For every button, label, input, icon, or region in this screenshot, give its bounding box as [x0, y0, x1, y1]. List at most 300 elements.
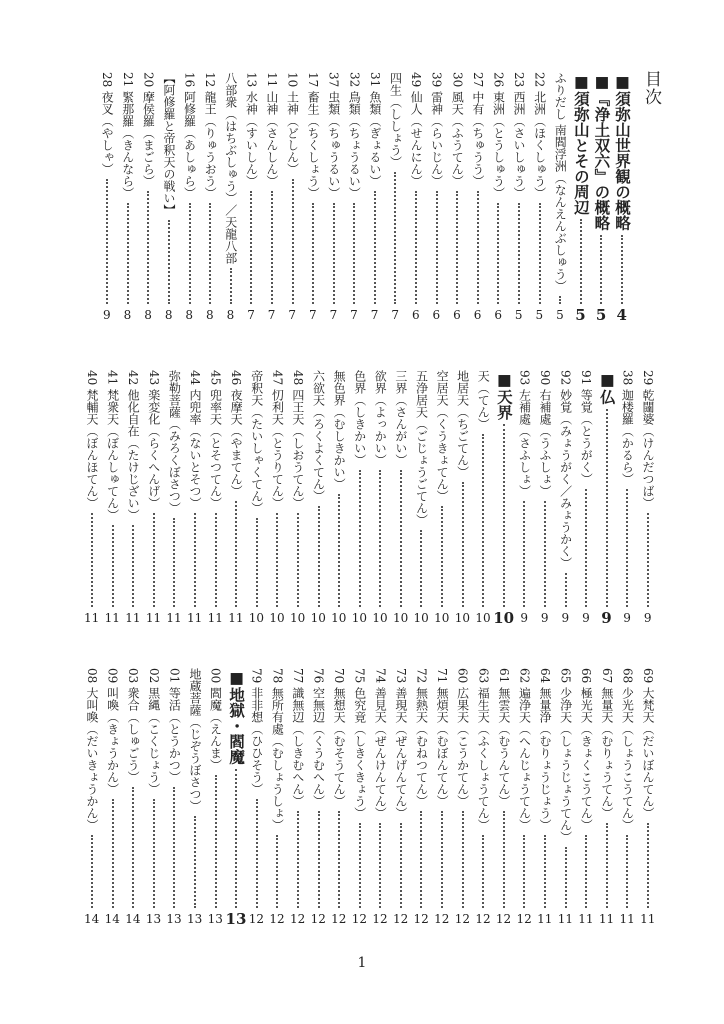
- toc-entry-title: 60 広果天（こうかてん）: [455, 668, 470, 808]
- toc-entry-page: 5: [595, 306, 607, 322]
- toc-entry-title: 43 楽変化（らくへんげ）: [146, 370, 161, 510]
- toc-leader-dots: [153, 799, 155, 908]
- toc-entry-title: 41 梵衆天（ぼんしゅてん）: [105, 370, 120, 522]
- toc-entry-title: 72 無熱天（むねつてん）: [414, 668, 429, 808]
- toc-entry: [637, 370, 658, 625]
- toc-leader-dots: [626, 489, 628, 607]
- toc-entry: [467, 72, 488, 322]
- toc-entry-title: 03 衆合（しゅごう）: [126, 668, 141, 784]
- toc-entry: [550, 72, 571, 322]
- toc-entry: [303, 72, 324, 322]
- toc-entry-title: ■須弥山世界観の概略: [613, 72, 632, 231]
- toc-entry-title: 10 土神（どしん）: [285, 72, 300, 176]
- toc-entry-title: 76 空無辺（くうむへん）: [311, 668, 326, 808]
- toc-entry-title: 空居天（くうきょてん）: [435, 370, 450, 502]
- toc-entry-title: 欲界（よっかい）: [373, 370, 388, 466]
- toc-leader-dots: [379, 823, 381, 908]
- toc-entry-page: 11: [104, 611, 120, 625]
- toc-leader-dots: [436, 191, 438, 304]
- toc-leader-dots: [420, 811, 422, 908]
- toc-entry: [329, 668, 350, 926]
- toc-leader-dots: [91, 835, 93, 908]
- toc-entry-title: 73 善現天（ぜんげんてん）: [393, 668, 408, 820]
- toc-leader-dots: [379, 470, 381, 607]
- toc-entry-title: 16 阿修羅（あしゅら）: [182, 72, 197, 200]
- toc-entry-page: 10: [248, 611, 265, 625]
- toc-entry-page: 10: [331, 611, 347, 625]
- toc-leader-dots: [420, 530, 422, 607]
- toc-leader-dots: [338, 811, 340, 908]
- toc-entry: [637, 668, 658, 926]
- toc-entry-title: 70 無想天（むそうてん）: [332, 668, 347, 808]
- toc-section-header: [596, 370, 617, 625]
- toc-entry-title: 75 色究竟（しきくきょう）: [352, 668, 367, 820]
- toc-entry: [267, 668, 288, 926]
- toc-entry-title: 09 叫喚（きょうかん）: [105, 668, 120, 796]
- toc-entry-page: 13: [187, 912, 203, 926]
- toc-entry: [282, 72, 303, 322]
- toc-entry-title: 30 風天（ふうてん）: [450, 72, 465, 188]
- toc-entry-page: 8: [164, 308, 173, 322]
- toc-entry-page: 7: [288, 308, 297, 322]
- toc-entry: [390, 370, 411, 625]
- toc-leader-dots: [132, 525, 134, 607]
- toc-leader-dots: [606, 409, 608, 608]
- toc-entry-title: 四生（ししょう）: [388, 72, 403, 168]
- toc-entry: [205, 668, 226, 926]
- toc-section-header: [611, 72, 632, 322]
- toc-entry-title: 32 鳥類（ちょうるい）: [347, 72, 362, 200]
- toc-entry-page: 13: [207, 912, 223, 926]
- toc-leader-dots: [482, 434, 484, 607]
- toc-entry: [200, 72, 221, 322]
- toc-entry-page: 7: [308, 308, 317, 322]
- toc-entry-page: 10: [289, 611, 306, 625]
- toc-entry-page: 6: [473, 308, 482, 322]
- toc-entry-title: 90 右補處（うふしょ）: [538, 370, 553, 498]
- toc-entry-title: 63 福生天（ふくしょうてん）: [476, 668, 491, 832]
- toc-entry-page: 5: [575, 306, 586, 322]
- toc-leader-dots: [318, 506, 320, 607]
- toc-entry: [308, 370, 329, 625]
- toc-leader-dots: [539, 203, 541, 304]
- toc-entry: [102, 668, 123, 926]
- toc-entry-page: 11: [166, 611, 182, 625]
- toc-leader-dots: [626, 835, 628, 908]
- toc-entry: [534, 668, 555, 926]
- toc-entry-title: 【阿修羅と帝釈天の戦い】: [161, 72, 176, 216]
- toc-leader-dots: [256, 799, 258, 908]
- toc-entry-page: 10: [493, 609, 514, 625]
- toc-entry-page: 8: [185, 308, 194, 322]
- toc-entry-page: 9: [520, 611, 528, 625]
- toc-entry-title: ふりだし 南閻浮洲（なんえんぶしゅう）: [553, 72, 568, 292]
- toc-leader-dots: [585, 489, 587, 607]
- toc-columns: [58, 370, 658, 625]
- toc-entry: [617, 668, 638, 926]
- toc-entry-page: 11: [228, 611, 244, 625]
- toc-leader-dots: [235, 501, 237, 607]
- toc-section-header: [591, 72, 612, 322]
- toc-entry-page: 10: [434, 611, 450, 625]
- toc-leader-dots: [544, 501, 546, 607]
- toc-leader-dots: [153, 513, 155, 607]
- toc-entry: [261, 72, 282, 322]
- toc-entry-title: 六欲天（ろくよくてん）: [311, 370, 326, 502]
- toc-leader-dots: [333, 203, 335, 304]
- toc-entry-page: 9: [601, 609, 612, 625]
- toc-entry-page: 10: [454, 611, 470, 625]
- toc-entry-page: 7: [370, 308, 379, 322]
- toc-entry-title: 93 左補處（さふしょ）: [517, 370, 532, 498]
- toc-entry: [81, 668, 102, 926]
- toc-leader-dots: [297, 513, 299, 607]
- toc-leader-dots: [292, 179, 294, 304]
- toc-entry-title: 69 大梵天（だいぼんてん）: [641, 668, 655, 820]
- toc-entry-title: 77 識無辺（しきむへん）: [290, 668, 305, 808]
- toc-entry: [287, 668, 308, 926]
- toc-entry-title: 22 北洲（ほくしゅう）: [532, 72, 547, 200]
- toc-section-header: [226, 668, 247, 926]
- toc-entry-title: 79 非非想（ひひそう）: [249, 668, 264, 796]
- toc-entry-title: 39 雷神（らいじん）: [429, 72, 444, 188]
- toc-entry-page: 13: [166, 912, 182, 926]
- toc-entry: [184, 668, 205, 926]
- toc-entry-page: 10: [372, 611, 388, 625]
- toc-entry: [576, 370, 597, 625]
- toc-entry-title: 五浄居天（ごじょうごてん）: [414, 370, 429, 526]
- toc-entry: [267, 370, 288, 625]
- toc-entry-page: 7: [329, 308, 338, 322]
- toc-entry: [349, 370, 370, 625]
- toc-leader-dots: [374, 191, 376, 304]
- toc-entry-page: 10: [269, 611, 285, 625]
- toc-leader-dots: [441, 811, 443, 908]
- toc-entry: [405, 72, 426, 322]
- toc-entry: [143, 370, 164, 625]
- toc-leader-dots: [106, 179, 108, 304]
- toc-entry-title: 28 夜叉（やしゃ）: [100, 72, 115, 176]
- toc-entry-page: 14: [125, 912, 141, 926]
- toc-entry-title: 01 等活（とうかつ）: [167, 668, 182, 784]
- toc-entry-title: 31 魚類（ぎょるい）: [367, 72, 382, 188]
- toc-entry: [117, 72, 138, 322]
- toc-entry-title: 37 虫類（ちゅうるい）: [326, 72, 341, 200]
- toc-entry-title: 27 中有（ちゅうう）: [470, 72, 485, 188]
- toc-entry-page: 10: [413, 611, 429, 625]
- toc-entry-title: 23 西洲（さいしゅう）: [512, 72, 527, 200]
- toc-leader-dots: [209, 203, 211, 304]
- toc-entry-title: 12 龍王（りゅうおう）: [203, 72, 218, 200]
- toc-entry-title: 74 善見天（ぜんけんてん）: [373, 668, 388, 820]
- toc-leader-dots: [580, 219, 582, 304]
- toc-entry-title: 91 等覚（とうがく）: [579, 370, 594, 486]
- toc-entry-title: 38 迦楼羅（かるら）: [620, 370, 635, 486]
- toc-entry-title: 68 少光天（しょうこうてん）: [620, 668, 635, 832]
- toc-entry-page: 6: [453, 308, 461, 322]
- toc-entry-title: 65 少浄天（しょうじょうてん）: [558, 668, 573, 844]
- toc-entry-title: 弥勒菩薩（みろくぼさつ）: [167, 370, 182, 514]
- toc-entry: [514, 668, 535, 926]
- toc-leader-dots: [565, 847, 567, 908]
- toc-entry: [514, 370, 535, 625]
- toc-entry: [138, 72, 159, 322]
- toc-entry: [493, 668, 514, 926]
- toc-entry-page: 13: [225, 910, 247, 926]
- toc-leader-dots: [477, 191, 479, 304]
- toc-leader-dots: [359, 823, 361, 908]
- toc-leader-dots: [456, 191, 458, 304]
- toc-entry-title: 78 無所有處（むしょうしょ）: [270, 668, 285, 832]
- toc-entry-title: ■天界: [494, 370, 514, 420]
- toc-entry: [555, 668, 576, 926]
- toc-entry: [246, 370, 267, 625]
- toc-entry-page: 11: [557, 912, 573, 926]
- toc-leader-dots: [127, 203, 129, 304]
- toc-entry: [473, 370, 494, 625]
- toc-entry-page: 11: [187, 611, 203, 625]
- toc-entry-title: 62 遍浄天（へんじょうてん）: [517, 668, 532, 832]
- toc-entry-page: 11: [619, 912, 635, 926]
- toc-entry-title: 色界（しきかい）: [352, 370, 367, 466]
- toc-leader-dots: [312, 203, 314, 304]
- toc-leader-dots: [600, 235, 602, 305]
- toc-entry-page: 10: [392, 611, 409, 625]
- toc-entry: [596, 668, 617, 926]
- toc-entry-title: 48 四王天（しおうてん）: [290, 370, 305, 510]
- toc-entry-page: 11: [598, 912, 615, 926]
- toc-entry-page: 7: [267, 308, 276, 322]
- toc-entry-title: 71 無煩天（むぼんてん）: [435, 668, 450, 808]
- toc-entry: [385, 72, 406, 322]
- toc-entry: [508, 72, 529, 322]
- toc-entry-page: 10: [475, 611, 491, 625]
- toc-leader-dots: [559, 296, 561, 304]
- toc-entry-title: 26 東洲（とうしゅう）: [491, 72, 506, 200]
- toc-band-3: [58, 668, 658, 926]
- toc-entry-title: ■須弥山とその周辺: [571, 72, 591, 215]
- toc-leader-dots: [585, 835, 587, 908]
- toc-leader-dots: [647, 513, 649, 607]
- toc-columns: [58, 668, 658, 926]
- toc-entry-title: 八部衆（はちぶしゅう）／天龍八部: [223, 72, 238, 264]
- toc-leader-dots: [359, 470, 361, 607]
- toc-entry-title: 00 閻魔（えんま）: [208, 668, 223, 772]
- toc-entry-page: 14: [104, 912, 120, 926]
- toc-entry-page: 11: [125, 611, 141, 625]
- toc-entry-page: 11: [145, 611, 162, 625]
- toc-entry-page: 9: [582, 611, 590, 625]
- toc-entry: [431, 370, 452, 625]
- toc-entry: [246, 668, 267, 926]
- toc-leader-dots: [503, 811, 505, 908]
- toc-entry-title: 61 無雲天（むうんてん）: [496, 668, 511, 808]
- toc-leader-dots: [606, 823, 608, 908]
- toc-entry: [411, 668, 432, 926]
- toc-leader-dots: [518, 203, 520, 304]
- toc-entry-title: 66 極光天（きょくこうてん）: [579, 668, 594, 832]
- toc-entry: [576, 668, 597, 926]
- toc-entry-title: 20 摩侯羅（まごら）: [141, 72, 156, 188]
- toc-leader-dots: [250, 191, 252, 304]
- toc-entry-page: 9: [623, 611, 631, 625]
- toc-entry-page: 12: [289, 912, 306, 926]
- toc-leader-dots: [271, 191, 273, 304]
- toc-entry-page: 12: [310, 912, 326, 926]
- toc-entry-page: 11: [207, 611, 223, 625]
- toc-entry-title: ■地獄・閻魔: [227, 668, 247, 765]
- toc-entry-page: 10: [310, 611, 326, 625]
- toc-entry-title: 46 夜摩天（やまてん）: [229, 370, 244, 498]
- toc-leader-dots: [394, 172, 396, 304]
- toc-entry-title: ■『浄土双六』の概略: [592, 72, 612, 231]
- toc-leader-dots: [353, 203, 355, 304]
- toc-entry-page: 13: [145, 912, 162, 926]
- toc-entry-page: 8: [226, 308, 235, 322]
- toc-entry-title: 13 水神（すいしん）: [244, 72, 259, 188]
- toc-entry: [349, 668, 370, 926]
- toc-entry: [164, 370, 185, 625]
- toc-entry-title: 17 畜生（ちくしょう）: [306, 72, 321, 200]
- toc-entry-page: 5: [535, 308, 544, 322]
- toc-entry: [364, 72, 385, 322]
- toc-entry: [390, 668, 411, 926]
- toc-entry: [179, 72, 200, 322]
- toc-entry-title: 三界（さんがい）: [393, 370, 408, 466]
- toc-leader-dots: [462, 482, 464, 607]
- toc-entry-title: ■仏: [597, 370, 617, 405]
- toc-leader-dots: [523, 835, 525, 908]
- toc-entry-page: 12: [516, 912, 532, 926]
- toc-entry-page: 7: [247, 308, 255, 322]
- toc-leader-dots: [132, 787, 134, 908]
- toc-section-header: [570, 72, 591, 322]
- toc-entry-page: 12: [413, 912, 429, 926]
- toc-leader-dots: [112, 799, 114, 908]
- toc-entry: [205, 370, 226, 625]
- toc-entry: [431, 668, 452, 926]
- toc-entry: [617, 370, 638, 625]
- toc-leader-dots: [497, 203, 499, 304]
- toc-leader-dots: [230, 268, 232, 304]
- toc-entry-page: 12: [434, 912, 450, 926]
- toc-entry: [370, 370, 391, 625]
- toc-leader-dots: [194, 513, 196, 607]
- toc-leader-dots: [189, 203, 191, 304]
- toc-entry-title: 11 山神（さんしん）: [264, 72, 279, 188]
- toc-leader-dots: [544, 835, 546, 908]
- toc-entry-page: 8: [206, 308, 214, 322]
- toc-entry-page: 9: [540, 611, 549, 625]
- toc-leader-dots: [173, 787, 175, 908]
- toc-entry: [97, 72, 118, 322]
- toc-leader-dots: [621, 235, 623, 305]
- toc-entry: [143, 668, 164, 926]
- toc-entry: [426, 72, 447, 322]
- toc-leader-dots: [318, 811, 320, 908]
- toc-entry-page: 12: [351, 912, 368, 926]
- toc-entry-title: 45 兜率天（とそつてん）: [208, 370, 223, 510]
- toc-band-2: [58, 370, 658, 625]
- toc-entry-page: 12: [475, 912, 491, 926]
- toc-entry-title: 帝釈天（たいしゃくてん）: [249, 370, 264, 514]
- toc-entry: [184, 370, 205, 625]
- toc-leader-dots: [297, 811, 299, 908]
- toc-entry-title: 08 大叫喚（だいきょうかん）: [84, 668, 99, 832]
- page-number: 1: [357, 955, 367, 971]
- toc-entry-page: 12: [454, 912, 470, 926]
- toc-leader-dots: [523, 501, 525, 607]
- toc-entry-page: 12: [495, 912, 512, 926]
- toc-entry-page: 6: [411, 308, 420, 322]
- toc-entry-page: 11: [640, 912, 656, 926]
- toc-entry-page: 5: [514, 308, 523, 322]
- toc-entry-page: 11: [84, 611, 100, 625]
- toc-entry: [534, 370, 555, 625]
- toc-entry: [370, 668, 391, 926]
- toc-entry: [226, 370, 247, 625]
- toc-entry: [241, 72, 262, 322]
- toc-entry-page: 7: [391, 308, 399, 322]
- toc-entry: [102, 370, 123, 625]
- toc-entry: [158, 72, 179, 322]
- toc-leader-dots: [168, 220, 170, 304]
- toc-entry: [308, 668, 329, 926]
- toc-entry-page: 12: [331, 912, 347, 926]
- toc-leader-dots: [194, 816, 196, 908]
- toc-entry: [123, 370, 144, 625]
- toc-entry: [81, 370, 102, 625]
- toc-leader-dots: [256, 518, 258, 607]
- toc-entry: [287, 370, 308, 625]
- toc-entry-page: 6: [432, 308, 441, 322]
- toc-leader-dots: [647, 823, 649, 908]
- toc-leader-dots: [415, 191, 417, 304]
- toc-leader-dots: [276, 513, 278, 607]
- toc-leader-dots: [215, 775, 217, 908]
- toc-entry-page: 11: [537, 912, 553, 926]
- toc-entry-title: 44 内兜率（ないとそつ）: [187, 370, 202, 510]
- toc-leader-dots: [276, 835, 278, 908]
- toc-leader-dots: [147, 191, 149, 304]
- toc-entry: [411, 370, 432, 625]
- toc-leader-dots: [112, 525, 114, 607]
- toc-leader-dots: [235, 769, 237, 909]
- toc-entry-page: 12: [269, 912, 285, 926]
- toc-entry-page: 9: [103, 308, 111, 322]
- toc-entry-title: 64 無量浄（むりょうじょう）: [538, 668, 553, 832]
- toc-entry-title: 67 無量天（むりょうてん）: [599, 668, 614, 820]
- toc-leader-dots: [338, 494, 340, 607]
- toc-entry-page: 8: [123, 308, 132, 322]
- toc-title: 目次: [641, 70, 661, 106]
- toc-entry: [329, 370, 350, 625]
- toc-entry-title: 地居天（ちごてん）: [455, 370, 470, 478]
- toc-entry-title: 21 緊那羅（きんなら）: [120, 72, 135, 200]
- toc-entry: [488, 72, 509, 322]
- toc-leader-dots: [400, 470, 402, 607]
- toc-entry-title: 42 他化自在（たけじざい）: [126, 370, 141, 522]
- toc-entry-title: 地蔵菩薩（じぞうぼさつ）: [187, 668, 202, 812]
- toc-entry: [220, 72, 241, 322]
- toc-entry-page: 8: [144, 308, 152, 322]
- toc-entry: [447, 72, 468, 322]
- toc-entry-title: 29 乾闥婆（けんだつば）: [641, 370, 655, 510]
- toc-entry-page: 12: [248, 912, 265, 926]
- toc-entry-page: 12: [392, 912, 409, 926]
- toc-leader-dots: [503, 424, 505, 607]
- toc-leader-dots: [482, 835, 484, 908]
